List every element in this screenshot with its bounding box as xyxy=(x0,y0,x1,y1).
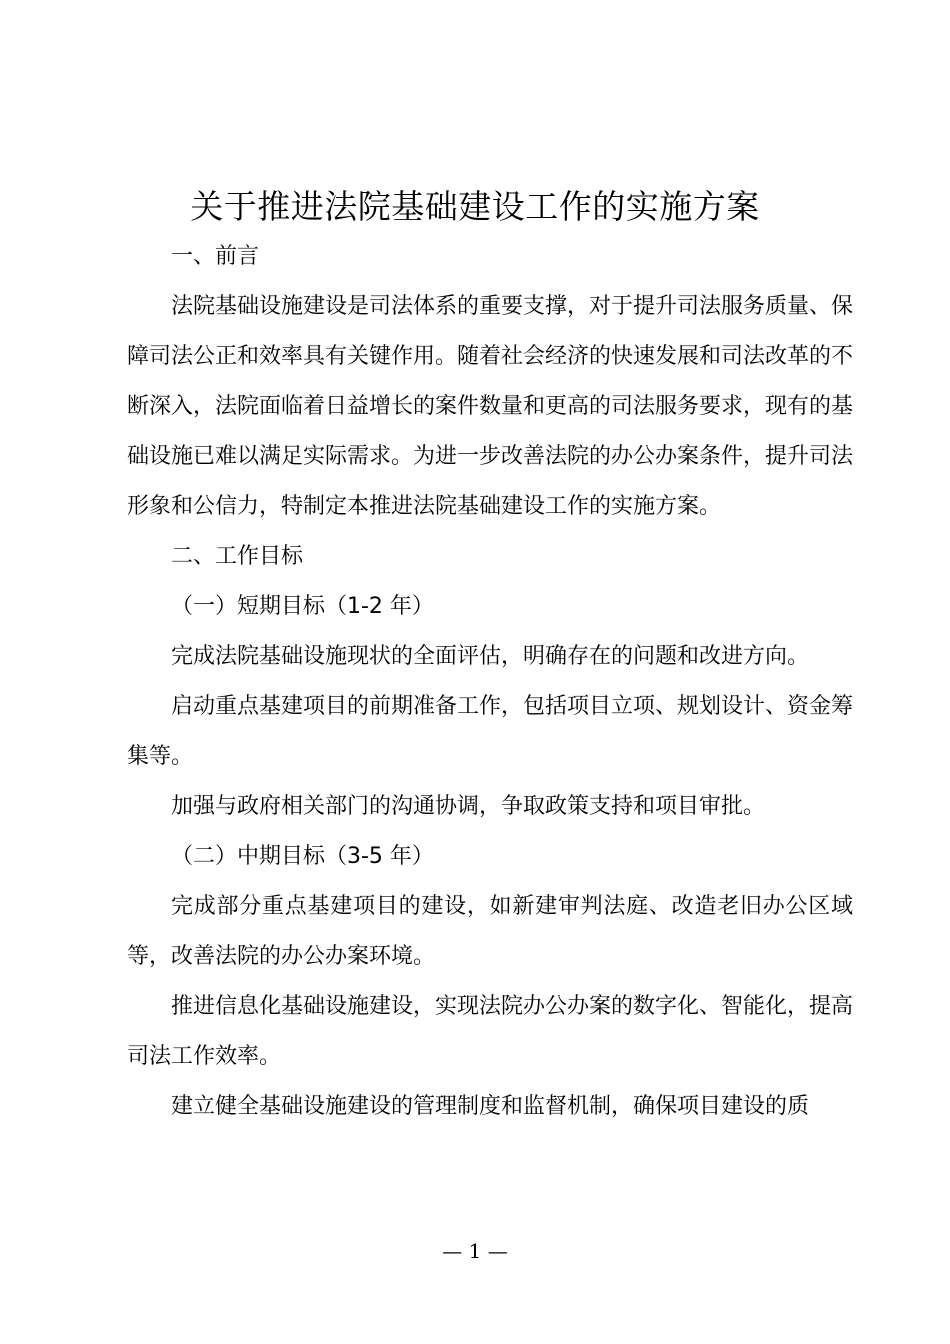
page-number: — 1 — xyxy=(442,1239,508,1263)
document-title: 关于推进法院基础建设工作的实施方案 xyxy=(190,187,760,226)
paragraph-short-term-1: 完成法院基础设施现状的全面评估，明确存在的问题和改进方向。 xyxy=(171,644,810,669)
paragraph-short-term-3: 加强与政府相关部门的沟通协调，争取政策支持和项目审批。 xyxy=(171,794,766,819)
paragraph-preface: 法院基础设施建设是司法体系的重要支撑，对于提升司法服务质量、保障司法公正和效率具有关键作用。随着社会经济的快速发展和司法改革的不断深入，法院面临着日益增长的案件数量和更高的司法服务要求，现有的基础设施已难以满足实际需求。为进一步改善法院的办公办案条件，提升司法形象和公信力，特制定本推进法院基础建设工作的实施方案。 xyxy=(127,294,854,519)
paragraph-mid-term-2: 推进信息化基础设施建设，实现法院办公办案的数字化、智能化，提高司法工作效率。 xyxy=(127,994,854,1069)
document-body xyxy=(127,232,853,1132)
section-heading-goals: 二、工作目标 xyxy=(171,544,304,569)
paragraph-mid-term-3: 建立健全基础设施建设的管理制度和监督机制，确保项目建设的质 xyxy=(171,1094,810,1119)
subheading-mid-term: （二）中期目标（3-5 年） xyxy=(171,844,434,869)
paragraph-mid-term-1: 完成部分重点基建项目的建设，如新建审判法庭、改造老旧办公区域等，改善法院的办公办案环境。 xyxy=(127,894,853,969)
section-heading-preface: 一、前言 xyxy=(171,244,260,269)
subheading-short-term: （一）短期目标（1-2 年） xyxy=(171,594,434,619)
paragraph-short-term-2: 启动重点基建项目的前期准备工作，包括项目立项、规划设计、资金筹集等。 xyxy=(127,694,854,769)
